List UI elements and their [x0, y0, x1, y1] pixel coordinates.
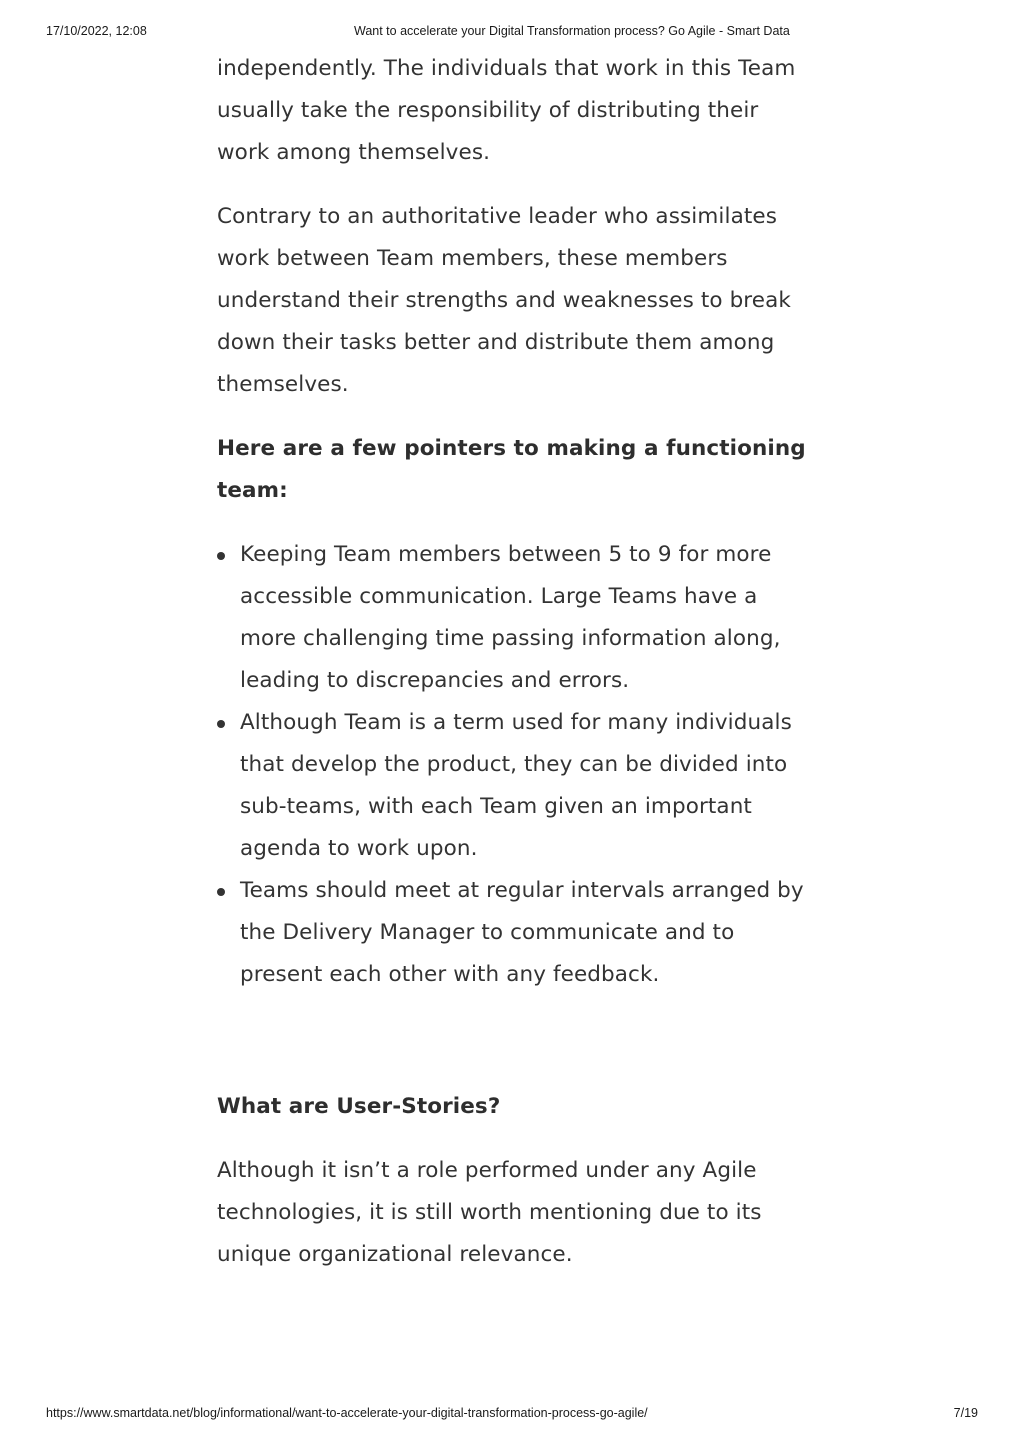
paragraph-continued: independently. The individuals that work in this Team usually take the responsibility of distributing their work among themselves. [217, 56, 796, 165]
paragraph-user-stories: Although it isn’t a role performed under any Agile technologies, it is still worth mentioning due to its unique organizational relevance. [217, 1158, 762, 1267]
list-item: Although Team is a term used for many individuals that develop the product, they can be divided into sub-teams, with each Team given an important agenda to work upon. [240, 702, 817, 870]
list-item: Teams should meet at regular intervals arranged by the Delivery Manager to communicate and to present each other with any feedback. [240, 870, 817, 996]
print-footer [0, 1406, 1024, 1424]
pointers-heading: Here are a few pointers to making a functioning team: [217, 436, 806, 503]
article-body [217, 48, 817, 1276]
print-url: https://www.smartdata.net/blog/informational/want-to-accelerate-your-digital-transformation-process-go-agile/ [46, 1406, 648, 1420]
page-number: 7/19 [953, 1406, 978, 1420]
list-item: Keeping Team members between 5 to 9 for more accessible communication. Large Teams have a more challenging time passing information along, leading to discrepancies and errors. [240, 534, 817, 702]
user-stories-heading: What are User-Stories? [217, 1094, 501, 1119]
print-header [0, 24, 1024, 42]
print-datetime: 17/10/2022, 12:08 [46, 24, 147, 38]
print-page-title: Want to accelerate your Digital Transformation process? Go Agile - Smart Data [354, 24, 790, 38]
pointers-list [217, 534, 817, 996]
paragraph-contrary: Contrary to an authoritative leader who assimilates work between Team members, these members understand their strengths and weaknesses to break down their tasks better and distribute them among themselves. [217, 204, 791, 397]
section-spacer [217, 996, 817, 1086]
